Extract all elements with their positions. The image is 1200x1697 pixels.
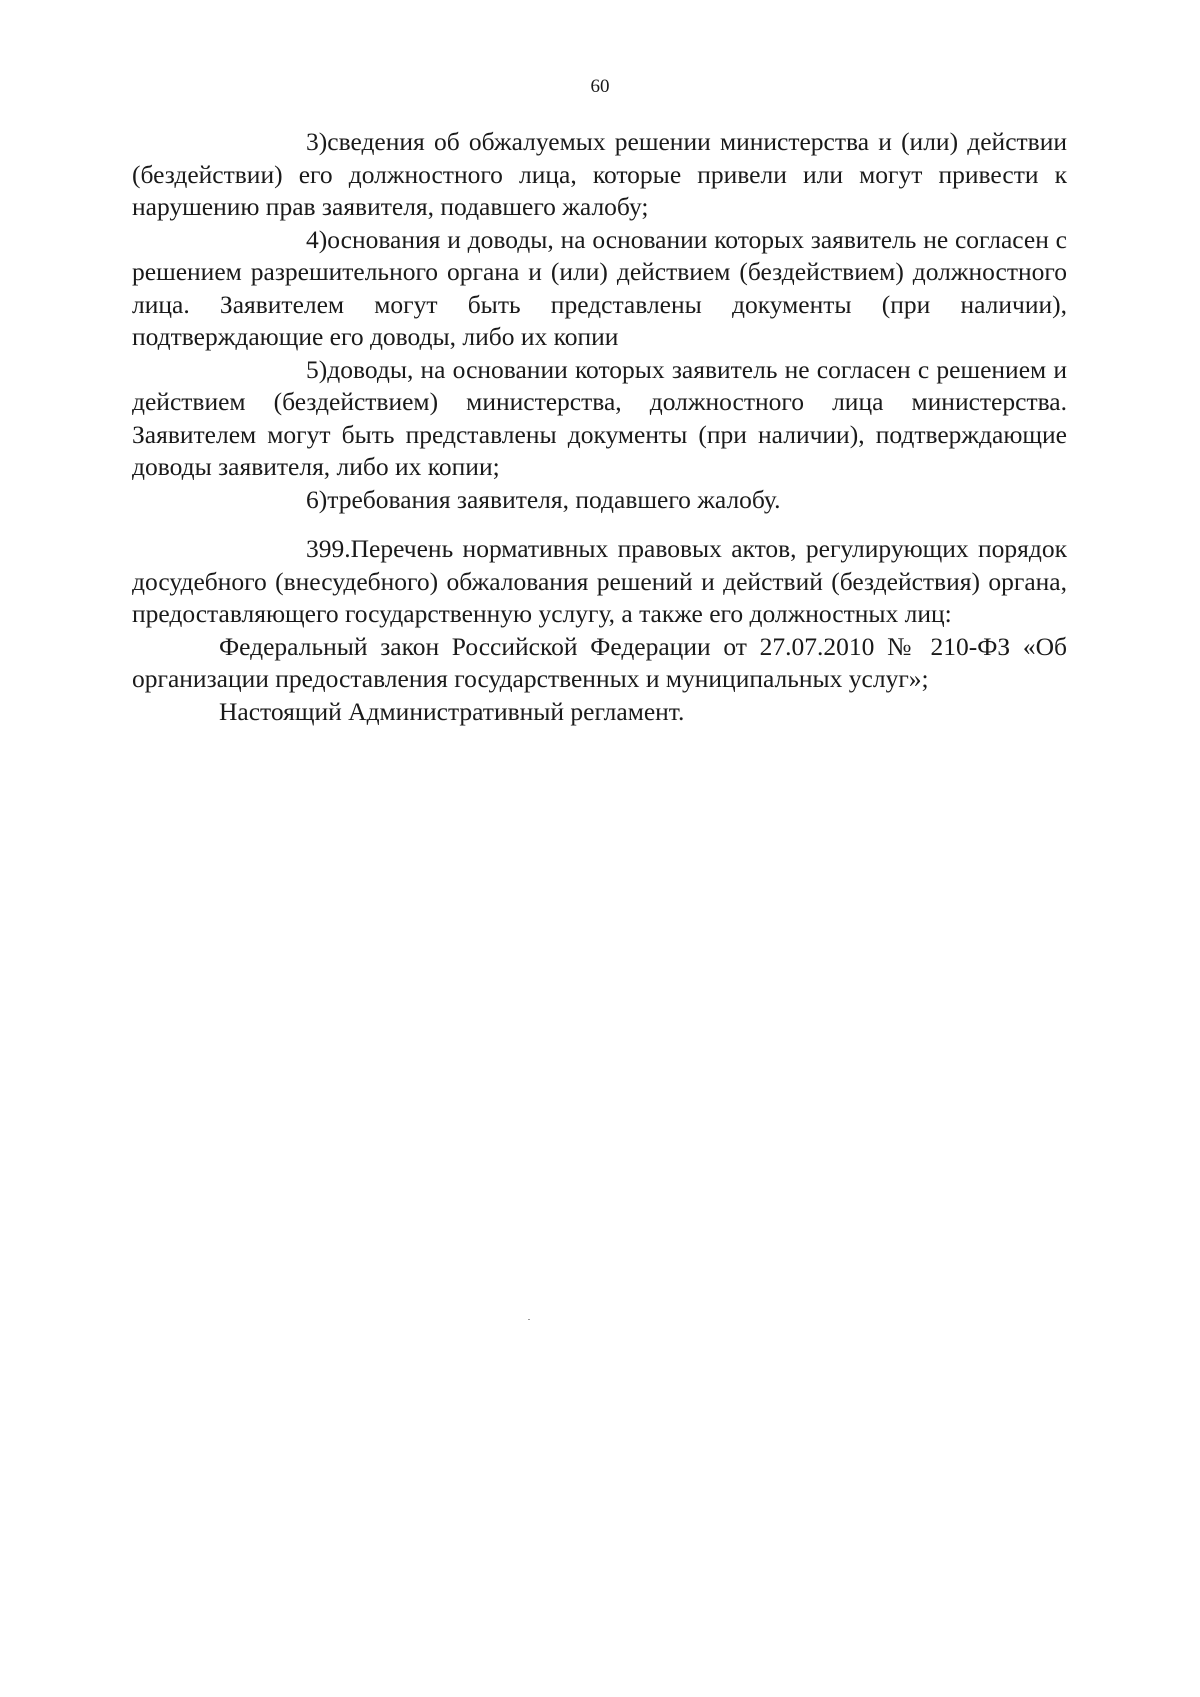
page-number: 60 <box>590 76 610 97</box>
list-item-number: 4) <box>306 224 328 254</box>
list-item-text: сведения об обжалуемых решении министерства и (или) действии (бездействии) его должностного лица, которые привели или могут привести к нарушению прав заявителя, подавшего жалобу; <box>132 127 1067 221</box>
list-item-number: 5) <box>306 354 328 384</box>
section-number: 399. <box>306 534 351 563</box>
paragraph-gap <box>132 516 1067 533</box>
act-federal-law: Федеральный закон Российской Федерации от 27.07.2010 № 210-ФЗ «Об организации предоставления государственных и муниципальных услуг»; <box>132 631 1067 693</box>
section-399 <box>132 533 1067 631</box>
list-item-6 <box>132 484 1067 517</box>
list-item-number: 6) <box>306 484 328 514</box>
list-item-5 <box>132 354 1067 484</box>
list-item-text: доводы, на основании которых заявитель не согласен с решением и действием (бездействием) министерства, должностного лица министерства. Заявителем могут быть представлены документы (при наличии), подтверждающие доводы заявителя, либо их копии; <box>132 354 1067 481</box>
list-item-3 <box>132 126 1067 224</box>
section-text: Перечень нормативных правовых актов, регулирующих порядок досудебного (внесудебного) обжалования решений и действий (бездействия) органа, предоставляющего государственную услугу, а также его должностных лиц: <box>132 534 1067 628</box>
list-item-4 <box>132 224 1067 354</box>
list-item-number: 3) <box>306 127 328 156</box>
list-item-text: требования заявителя, подавшего жалобу. <box>327 484 781 514</box>
scan-speck <box>528 1319 530 1320</box>
list-item-text: основания и доводы, на основании которых заявитель не согласен с решением разрешительного органа и (или) действием (бездействием) должностного лица. Заявителем могут быть представлены документы (при наличии), подтверждающие его доводы, либо их копии <box>132 224 1067 351</box>
act-regulation: Настоящий Административный регламент. <box>219 696 685 726</box>
document-body <box>132 126 1067 728</box>
